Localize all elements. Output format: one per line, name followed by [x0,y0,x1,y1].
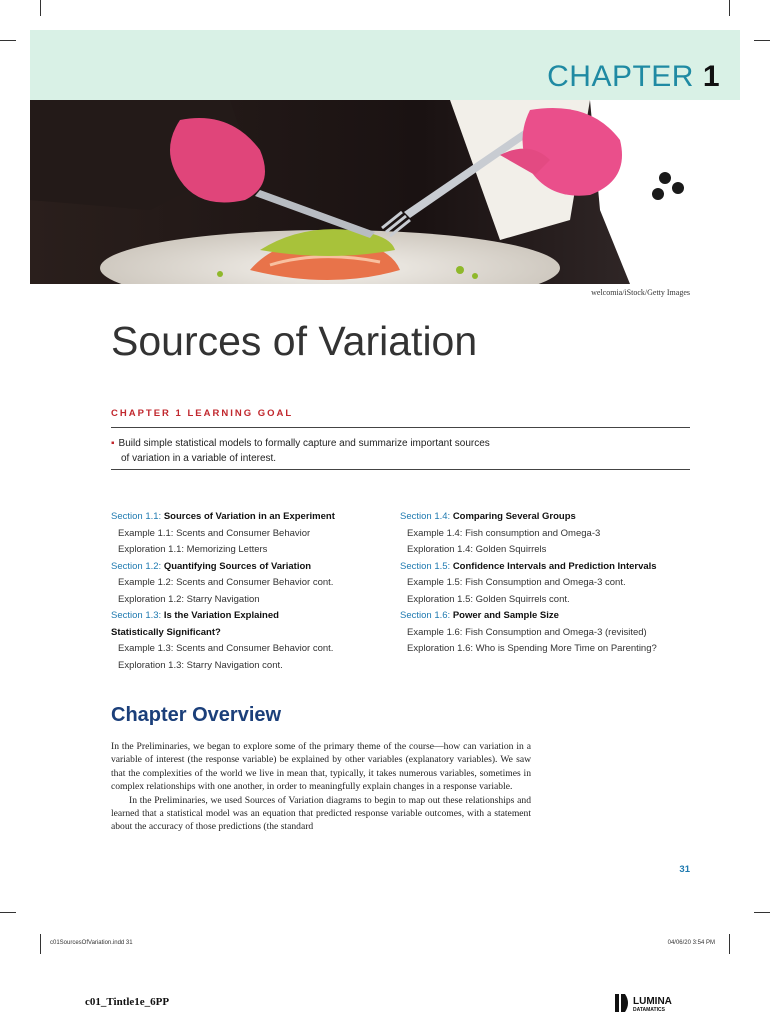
section-label: Section 1.2: [111,560,162,572]
section-label: Section 1.1: [111,511,162,522]
toc-item[interactable]: Exploration 1.6: Who is Spending More Time on Parenting? [407,643,657,654]
crop-mark [0,40,16,41]
slug-divider [40,934,41,954]
section-title: Sources of Variation in an Experiment [163,511,335,522]
crop-mark [729,0,730,16]
toc-item[interactable]: Exploration 1.1: Memorizing Letters [118,544,268,555]
chapter-number: 1 [702,60,720,93]
section-title: Quantifying Sources of Variation [163,560,312,572]
section-title: Is the Variation Explained [163,610,279,621]
toc-item[interactable]: Exploration 1.2: Starry Navigation [118,593,260,605]
chapter-title: Sources of Variation [111,318,478,364]
toc-section-1-3[interactable] [111,608,401,641]
chapter-label [547,60,720,94]
section-label: Section 1.5: [400,560,451,572]
learning-goal-heading: CHAPTER 1 LEARNING GOAL [111,408,294,419]
overview-paragraph: In the Preliminaries, we used Sources of Variation diagrams to begin to map out these relationships and learned that a statistical model was an equation that predicted response variable outcomes, with a statement about the accuracy of those predictions (the standard [111,794,531,833]
section-label: Section 1.6: [400,610,451,621]
toc-item[interactable]: Exploration 1.3: Starry Navigation cont. [118,659,283,671]
toc-item[interactable]: Example 1.3: Scents and Consumer Behavior cont. [118,643,334,654]
lumina-logo [615,992,695,1014]
photo-credit: welcomia/iStock/Getty Images [591,288,690,297]
learning-goal-line-1: Build simple statistical models to formally capture and summarize important sources [118,438,490,449]
crop-mark [754,912,770,913]
toc-right-column [400,509,690,658]
section-title-continued: Statistically Significant? [111,626,221,638]
toc-item[interactable]: Example 1.4: Fish consumption and Omega-3 [407,527,601,539]
slug-divider [729,934,730,954]
crop-mark [40,0,41,16]
dining-photo-illustration [30,100,740,284]
toc-section-1-4[interactable] [400,509,690,526]
learning-goal-text [111,436,541,466]
divider [111,427,690,428]
toc-item[interactable]: Exploration 1.5: Golden Squirrels cont. [407,593,570,605]
crop-mark [754,40,770,41]
job-id: c01_Tintle1e_6PP [85,996,170,1008]
toc-item[interactable]: Exploration 1.4: Golden Squirrels [407,544,547,555]
overview-heading: Chapter Overview [111,704,282,726]
toc-item[interactable]: Example 1.5: Fish Consumption and Omega-3 cont. [407,577,626,588]
toc-item[interactable]: Example 1.6: Fish Consumption and Omega-3 (revisited) [407,626,647,638]
overview-paragraph: In the Preliminaries, we began to explore some of the primary theme of the course—how can variation in a variable of interest (the response variable) be explained by other variables (explanatory variables). We saw that the complexities of the world we live in mean that, typically, it takes numerous variables, sometimes in complex relationships with one another, in order to meaningfully explain changes in a response variable. [111,741,531,793]
chapter-photo [30,100,740,284]
lumina-logo-icon [615,992,695,1014]
toc-item[interactable]: Example 1.2: Scents and Consumer Behavior cont. [118,577,334,588]
slug-timestamp: 04/06/20 3:54 PM [667,940,715,946]
toc-item[interactable]: Example 1.1: Scents and Consumer Behavior [118,527,311,539]
learning-goal-line-2: of variation in a variable of interest. [121,453,277,464]
divider [111,469,690,470]
toc-section-1-2[interactable] [111,559,401,576]
overview-body [111,740,531,834]
toc-section-1-6[interactable] [400,608,690,625]
section-title: Comparing Several Groups [452,511,576,522]
section-label: Section 1.3: [111,610,162,621]
section-title: Confidence Intervals and Prediction Intervals [452,560,657,572]
svg-text:DATAMATICS: DATAMATICS [633,1007,665,1013]
crop-mark [0,912,16,913]
section-label: Section 1.4: [400,511,451,522]
toc-section-1-1[interactable] [111,509,401,526]
page-number: 31 [679,864,690,875]
bullet-icon: ▪ [111,438,115,449]
toc-section-1-5[interactable] [400,559,690,576]
svg-text:LUMINA: LUMINA [633,996,672,1007]
section-title: Power and Sample Size [452,610,559,621]
chapter-word: CHAPTER [547,60,694,93]
toc-left-column [111,509,401,674]
slug-filename: c01SourcesOfVariation.indd 31 [50,940,133,946]
